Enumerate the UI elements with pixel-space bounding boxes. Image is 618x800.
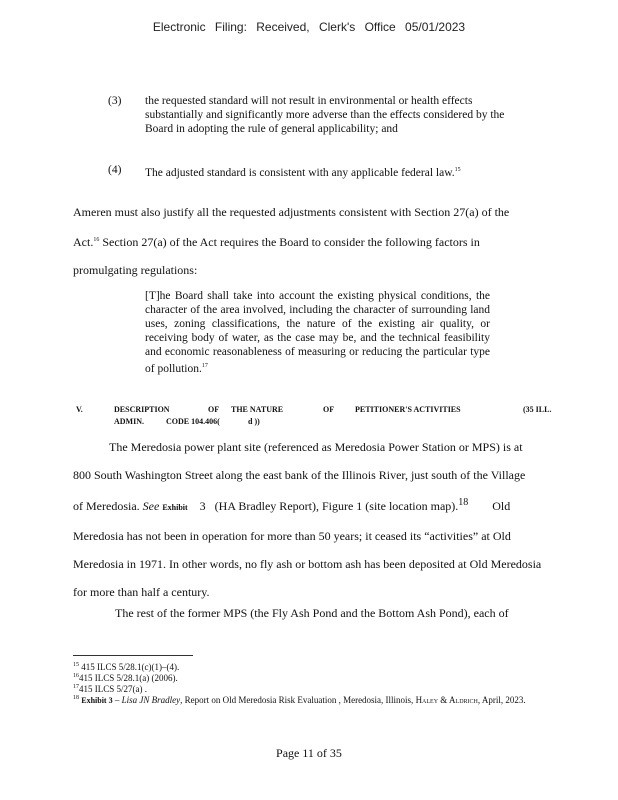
footnote-ref: 15 [454,167,461,173]
section-title-word: OF [323,405,335,414]
block-quote [145,289,490,376]
footnote-number: 17 [73,684,79,690]
paragraph-text: Section 27(a) of the Act requires the Board to consider the following factors in [99,235,480,249]
paragraph-line: Meredosia in 1971. In other words, no fly ash or bottom ash has been deposited at Old Meredosia [73,557,542,571]
footnote-number: 15 [73,662,79,668]
paragraph-line: The Meredosia power plant site (referenced as Meredosia Power Station or MPS) is at [109,440,523,454]
paragraph-line: 800 South Washington Street along the east bank of the Illinois River, just south of the Village [73,468,526,482]
footnote-author: – Lisa JN Bradley [114,695,181,705]
footnote-number: 16 [73,673,79,679]
footnote-number: 18 [73,695,79,701]
paragraph-line: Meredosia has not been in operation for more than 50 years; it ceased its “activities” at Old [73,529,511,543]
act-ref: Act. [73,235,94,249]
footnote-ref: 16 [93,237,100,243]
quote-text: [T]he Board shall take into account the existing physical conditions, the character of the area involved, including the character of surrounding land uses, zoning classifications, the nature of the existing air quality, or receiving body of water, as the case may be, and the technical feasibility and economic reasonableness of measuring or reducing the particular type of pollution. [145,290,490,375]
footnote-text: 415 ILCS 5/27(a) . [79,684,147,694]
footnote-firm: Haley & Aldrich [415,695,478,705]
criterion-text [145,163,485,180]
criterion-number: (3) [108,95,122,107]
section-citation: d )) [248,417,260,426]
filing-header: Electronic Filing: Received, Clerk's Office 05/01/2023 [152,20,466,34]
footnote-text: , April, 2023. [477,695,526,705]
paragraph-line: Ameren must also justify all the requested adjustments consistent with Section 27(a) of the [73,205,510,219]
paragraph-line: for more than half a century. [73,585,210,599]
exhibit-label: Exhibit 3 [81,696,113,705]
section-title-word: DESCRIPTION [114,405,170,414]
see-signal: See [142,499,160,513]
paragraph-text: (HA Bradley Report), Figure 1 (site location map). [214,499,459,513]
page-number: Page 11 of 35 [276,746,342,760]
paragraph-text: Old [492,499,511,513]
section-citation: CODE 104.406( [166,417,220,426]
paragraph-line: promulgating regulations: [73,263,198,277]
paragraph-line [73,226,563,256]
criterion-text: the requested standard will not result in environmental or health effects substantially and significantly more adverse than the effects considered by the Board in adopting the rule of general applicability; and [145,95,505,135]
section-citation: ADMIN. [114,417,144,426]
criterion-text-body: The adjusted standard is consistent with any applicable federal law. [145,166,455,179]
footnote-ref: 18 [458,497,469,508]
footnote-text: 415 ILCS 5/28.1(a) (2006). [79,673,178,683]
paragraph-text: of Meredosia. [73,499,140,513]
section-title-word: THE NATURE [231,405,284,414]
exhibit-number: 3 [199,499,206,513]
footnote-text: 415 ILCS 5/28.1(c)(1)–(4). [79,662,180,672]
exhibit-label: Exhibit [162,503,188,512]
criterion-number: (4) [108,164,122,176]
footnote-ref: 17 [201,363,208,369]
meredosia-paragraph [73,433,563,606]
footnote-separator [73,655,193,656]
section-number: V. [76,405,83,414]
footnote-text: , Report on Old Meredosia Risk Evaluation , Meredosia, Illinois, [180,695,414,705]
paragraph-line: The rest of the former MPS (the Fly Ash Pond and the Bottom Ash Pond), each of [115,606,509,620]
remaining-mps-paragraph [73,599,563,627]
section-27-paragraph [73,198,563,284]
footnote-18 [73,693,573,706]
paragraph-line [73,489,563,522]
section-citation: (35 ILL. [523,405,552,414]
section-title-word: OF [208,405,220,414]
section-title-word: PETITIONER'S ACTIVITIES [355,405,461,414]
